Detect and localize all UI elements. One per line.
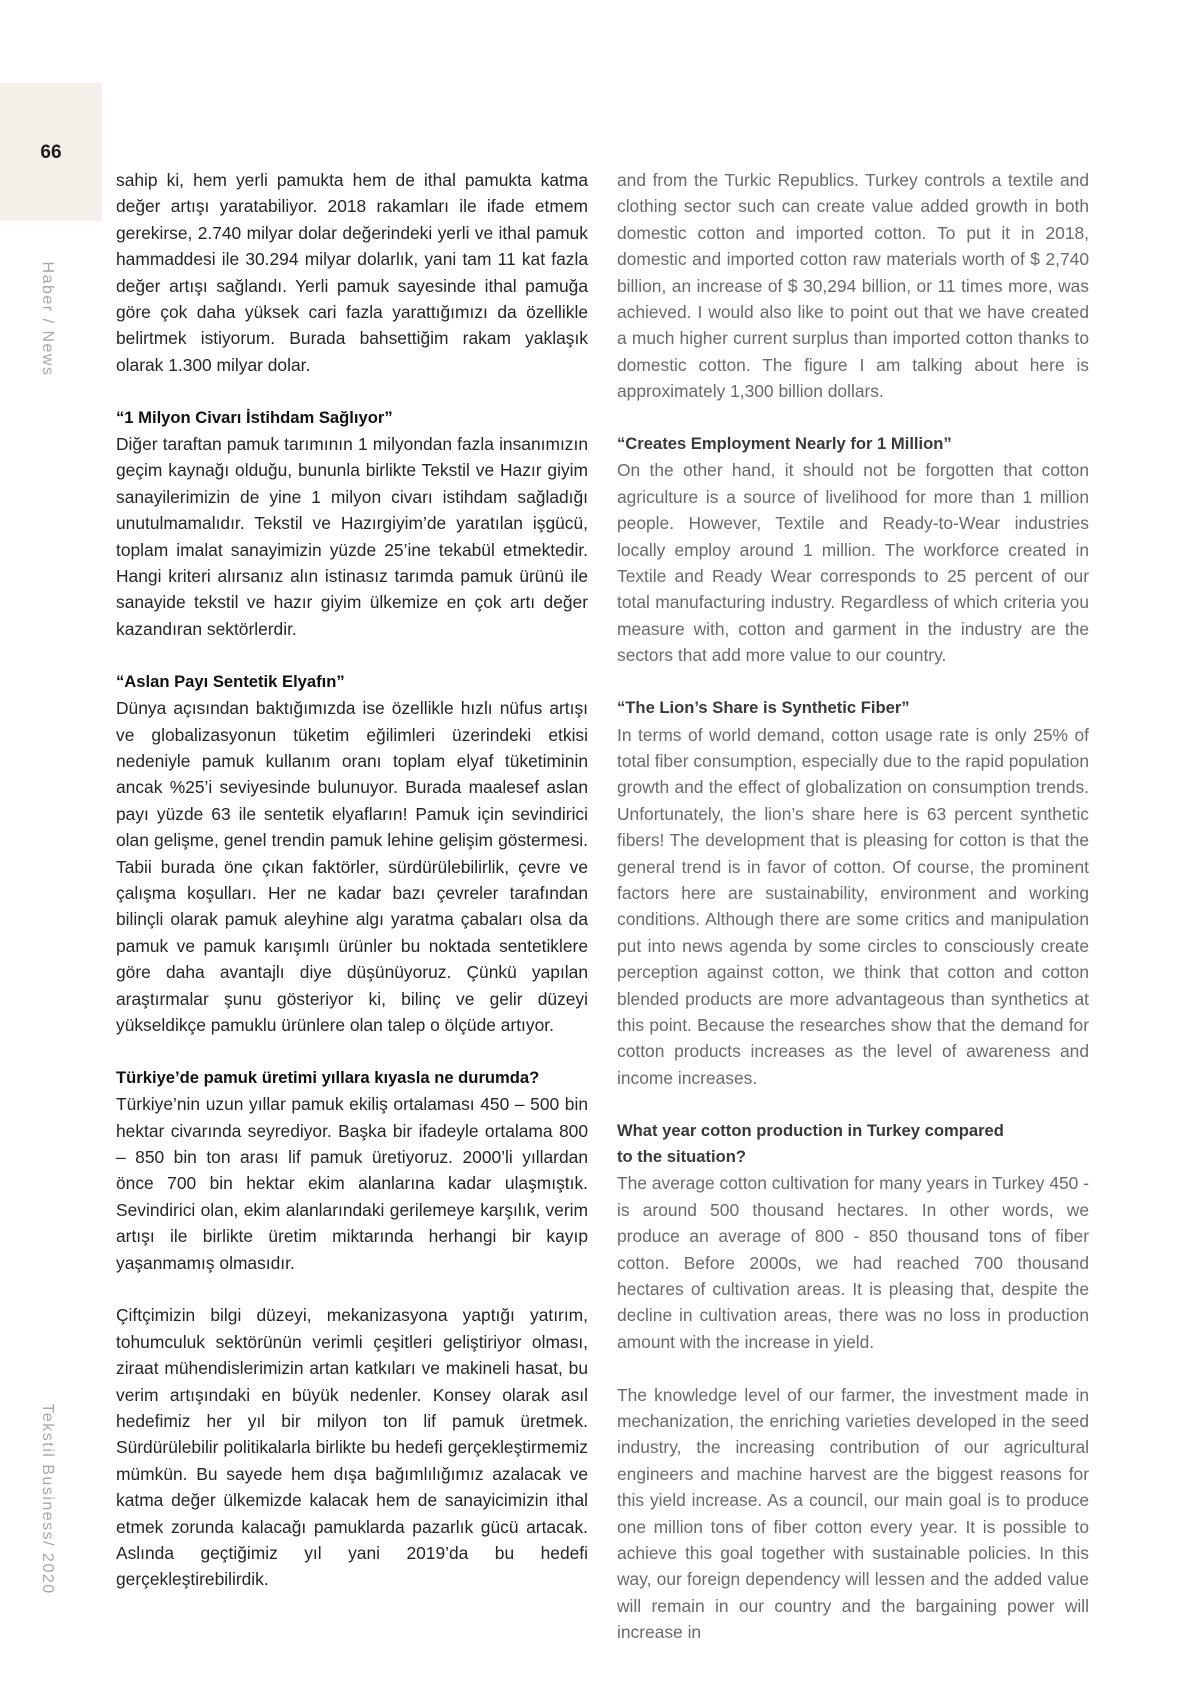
tr-paragraph-1: sahip ki, hem yerli pamukta hem de ithal pamukta katma değer artışı yaratabiliyor. 2018 rakamları ile ifade etmem gerekirse, 2.740 milyar dolar değerindeki yerli ve ithal pamuk hammaddesi ile 30.294 milyar dolarlık, yani tam 11 kat fazla değer artışı sağlandı. Yerli pamuk sayesinde ithal pamuğa göre çok daha yüksek cari fazla yarattığımızı da özellikle belirtmek istiyorum. Burada bahsettiğim rakam yaklaşık olarak 1.300 milyar dolar. (116, 170, 588, 375)
tr-heading-synthetic: “Aslan Payı Sentetik Elyafın” (116, 671, 345, 691)
en-heading-employment: “Creates Employment Nearly for 1 Million” (617, 434, 952, 454)
en-heading-synthetic: “The Lion’s Share is Synthetic Fiber” (617, 698, 910, 718)
english-column (617, 167, 1089, 1646)
en-paragraph-1: and from the Turkic Republics. Turkey controls a textile and clothing sector such can create value added growth in both domestic cotton and imported cotton. To put it in 2018, domestic and imported cotton raw materials worth of $ 2,740 billion, an increase of $ 30,294 billion, or 11 times more, was achieved. I would also like to point out that we have created a much higher current surplus than imported cotton thanks to domestic cotton. The figure I am talking about here is approximately 1,300 billion dollars. (617, 170, 1089, 402)
tr-heading-production: Türkiye’de pamuk üretimi yıllara kıyasla ne durumda? (116, 1067, 540, 1087)
tr-paragraph-5: Çiftçimizin bilgi düzeyi, mekanizasyona yaptığı yatırım, tohumculuk sektörünün verimli çeşitleri geliştiriyor olması, ziraat mühendislerimizin artan katkıları ve makineli hasat, bu verim artışındaki en büyük nedenler. Konsey olarak asıl hedefimiz her yıl bir milyon ton lif pamuk üretmek. Sürdürülebilir politikalarla birlikte bu hedefi gerçekleştirmemiz mümkün. Bu sayede hem dışa bağımlılığımız azalacak ve katma değer ülkemizde kalacak hem de sanayicimizin ithal etmek zorunda kalacağı pamuklarda pazarlık gücü artacak. Aslında geçtiğimiz yıl yani 2019’da bu hedefi gerçekleştirebilirdik. (116, 1305, 588, 1590)
en-paragraph-2: On the other hand, it should not be forgotten that cotton agriculture is a source of livelihood for more than 1 million people. However, Textile and Ready-to-Wear industries locally employ around 1 million. The workforce created in Textile and Ready Wear corresponds to 25 percent of our total manufacturing industry. Regardless of which criteria you measure with, cotton and garment in the industry are the sectors that add more value to our country. (617, 460, 1089, 666)
en-paragraph-5: The knowledge level of our farmer, the investment made in mechanization, the enriching varieties developed in the seed industry, the increasing contribution of our agricultural engineers and machine harvest are the biggest reasons for this yield increase. As a council, our main goal is to produce one million tons of fiber cotton every year. It is possible to achieve this goal together with sustainable policies. In this way, our foreign dependency will lessen and the added value will remain in our country and the bargaining power will increase in (617, 1384, 1089, 1643)
section-label: Haber / News (39, 261, 56, 377)
page-number: 66 (40, 142, 62, 163)
en-paragraph-3: In terms of world demand, cotton usage rate is only 25% of total fiber consumption, especially due to the rapid population growth and the effect of globalization on consumption trends. Unfortunately, the lion’s share here is 63 percent synthetic fibers! The development that is pleasing for cotton is that the general trend is in favor of cotton. Of course, the prominent factors here are sustainability, environment and working conditions. Although there are some critics and manipulation put into news agenda by some circles to consciously create perception against cotton, we think that cotton and cotton blended products are more advantageous than synthetics at this point. Because the researches show that the demand for cotton products increases as the level of awareness and income increases. (617, 724, 1089, 1088)
tr-heading-employment: “1 Milyon Civarı İstihdam Sağlıyor” (116, 407, 393, 427)
tr-paragraph-4: Türkiye’nin uzun yıllar pamuk ekiliş ortalaması 450 – 500 bin hektar civarında seyrediyor. Başka bir ifadeyle ortalama 800 – 850 bin ton arası lif pamuk üretiyoruz. 2000’li yıllardan önce 700 bin hektar ekim alanlarına kadar ulaşmıştık. Sevindirici olan, ekim alanlarındaki gerilemeye karşılık, verim artışı ile birlikte üretim miktarında herhangi bir kayıp yaşanmamış olmasıdır. (116, 1094, 588, 1273)
en-paragraph-4: The average cotton cultivation for many years in Turkey 450 - is around 500 thousand hectares. In other words, we produce an average of 800 - 850 thousand tons of fiber cotton. Before 2000s, we had reached 700 thousand hectares of cultivation areas. It is pleasing that, despite the decline in cultivation areas, there was no loss in production amount with the increase in yield. (617, 1173, 1089, 1352)
tr-paragraph-3: Dünya açısından baktığımızda ise özellikle hızlı nüfus artışı ve globalizasyonun tüketim eğilimleri üzerindeki etkisi nedeniyle pamuk kullanım oranı toplam elyaf tüketiminin ancak %25’i seviyesinde bulunuyor. Burada maalesef aslan payı yüzde 63 ile sentetik elyafların! Pamuk için sevindirici olan gelişme, genel trendin pamuk lehine gelişim göstermesi. Tabii burada öne çıkan faktörler, sürdürülebilirlik, çevre ve çalışma koşulları. Her ne kadar bazı çevreler tarafından bilinçli olarak pamuk aleyhine algı yaratma çabaları olsa da pamuk ve pamuk karışımlı ürünler bu noktada sentetiklere göre daha avantajlı diye düşünüyoruz. Çünkü yapılan araştırmalar şunu gösteriyor ki, bilinç ve gelir düzeyi yükseldikçe pamuklu ürünlere olan talep o ölçüde artıyor. (116, 698, 588, 1035)
tr-paragraph-2: Diğer taraftan pamuk tarımının 1 milyondan fazla insanımızın geçim kaynağı olduğu, bununla birlikte Tekstil ve Hazır giyim sanayilerimizin de yine 1 milyon civarı istihdam sağladığı unutulmamalıdır. Tekstil ve Hazırgiyim’de yaratılan işgücü, toplam imalat sanayimizin yüzde 25’ine tekabül etmektedir. Hangi kriteri alırsanız alın istinasız tarımda pamuk ürünü ile sanayide tekstil ve hazır giyim ülkemize en çok artı değer kazandıran sektörlerdir. (116, 434, 588, 639)
publication-label: Tekstil Business/ 2020 (39, 1403, 56, 1595)
en-heading-production-line-2: to the situation? (617, 1146, 747, 1166)
turkish-column (116, 167, 588, 1593)
en-heading-production-line-1: What year cotton production in Turkey compared (617, 1120, 1004, 1140)
